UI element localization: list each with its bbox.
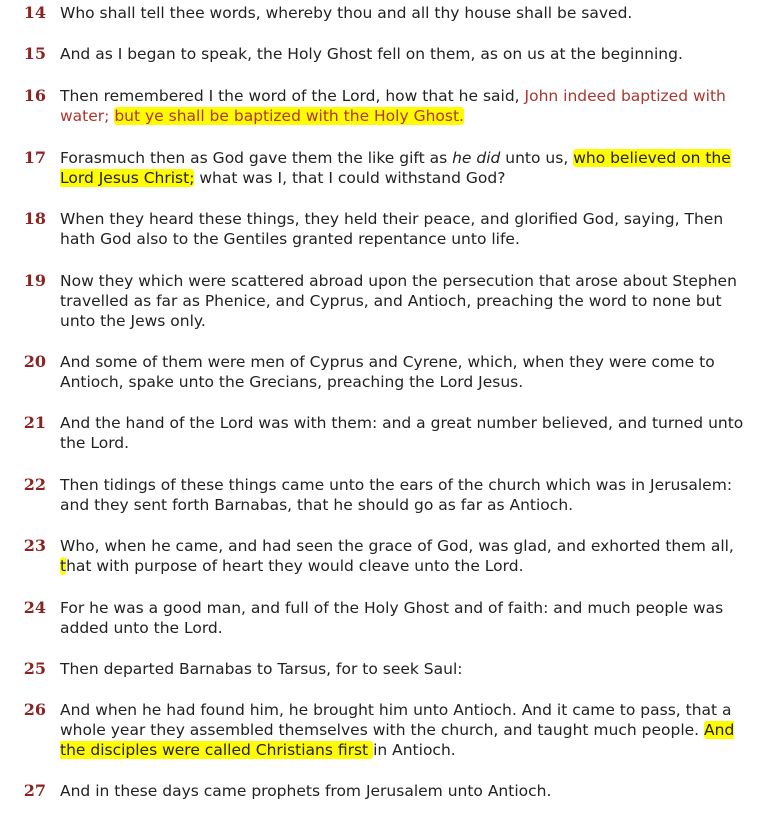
verse-text-segment: unto us, (500, 149, 574, 167)
verse-text (60, 209, 750, 249)
verse-text-segment: hat with purpose of heart they would cleave unto the Lord. (66, 557, 524, 575)
verse-text-segment: Then departed Barnabas to Tarsus, for to seek Saul: (60, 660, 463, 678)
verse-text-segment: And as I began to speak, the Holy Ghost fell on them, as on us at the beginning. (60, 45, 683, 63)
verse-text-segment: what was I, that I could withstand God? (194, 169, 506, 187)
verse-text-segment: Now they which were scattered abroad upon the persecution that arose about Stephen travelled as far as Phenice, and Cyprus, and Antioch, preaching the word to none but unto the Jews only. (60, 272, 737, 330)
verse-text (60, 475, 750, 515)
verse-number: 17 (23, 148, 46, 167)
verse-number: 18 (23, 209, 46, 228)
verse-text-segment: Then remembered I the word of the Lord, how that he said, (60, 87, 525, 105)
highlighted-words-of-christ: but ye shall be baptized with the Holy Ghost. (114, 107, 464, 125)
verse-text (60, 413, 750, 453)
verse-number: 19 (23, 271, 46, 290)
verse-text-segment: Forasmuch then as God gave them the like gift as (60, 149, 453, 167)
verse-text (60, 3, 750, 23)
verse-number: 27 (23, 781, 46, 800)
highlighted-text: And the disciples were called Christians first (60, 721, 735, 759)
verse-text-segment: And the hand of the Lord was with them: and a great number believed, and turned unto the Lord. (60, 414, 744, 452)
verse-number: 14 (23, 3, 46, 22)
verse-text (60, 148, 750, 188)
verse-text (60, 352, 750, 392)
verse-number: 15 (23, 44, 46, 63)
verse-text (60, 536, 750, 576)
highlighted-text: t (60, 557, 67, 575)
verse-number: 16 (23, 86, 46, 105)
verse-text (60, 659, 750, 679)
verse-number: 25 (23, 659, 46, 678)
highlighted-text: who believed on the Lord Jesus Christ; (60, 149, 731, 187)
verse-text (60, 700, 750, 760)
verse-text (60, 781, 750, 801)
verse-number: 21 (23, 413, 46, 432)
verse-text-segment: For he was a good man, and full of the Holy Ghost and of faith: and much people was added unto the Lord. (60, 599, 724, 637)
italic-text: he did (452, 149, 501, 167)
verse-text (60, 271, 750, 331)
verse-text-segment: And when he had found him, he brought him unto Antioch. And it came to pass, that a whole year they assembled themselves with the church, and taught much people. (60, 701, 732, 739)
verse-text (60, 44, 750, 64)
verse-text-segment: Then tidings of these things came unto the ears of the church which was in Jerusalem: and they sent forth Barnabas, that he should go as far as Antioch. (60, 476, 733, 514)
verse-number: 23 (23, 536, 46, 555)
verse-text-segment: When they heard these things, they held their peace, and glorified God, saying, Then hath God also to the Gentiles granted repentance unto life. (60, 210, 724, 248)
verse-number: 26 (23, 700, 46, 719)
verse-number: 20 (23, 352, 46, 371)
words-of-christ: John indeed baptized with water; (60, 87, 726, 125)
verse-number: 24 (23, 598, 46, 617)
verse-text (60, 598, 750, 638)
verse-text-segment: in Antioch. (373, 741, 456, 759)
verse-text-segment: Who shall tell thee words, whereby thou and all thy house shall be saved. (60, 4, 633, 22)
verse-text-segment: Who, when he came, and had seen the grace of God, was glad, and exhorted them all, (60, 537, 734, 555)
verse-number: 22 (23, 475, 46, 494)
verse-text (60, 86, 750, 126)
verse-text-segment: And in these days came prophets from Jerusalem unto Antioch. (60, 782, 552, 800)
verse-text-segment: And some of them were men of Cyprus and Cyrene, which, when they were come to Antioch, spake unto the Grecians, preaching the Lord Jesus. (60, 353, 715, 391)
